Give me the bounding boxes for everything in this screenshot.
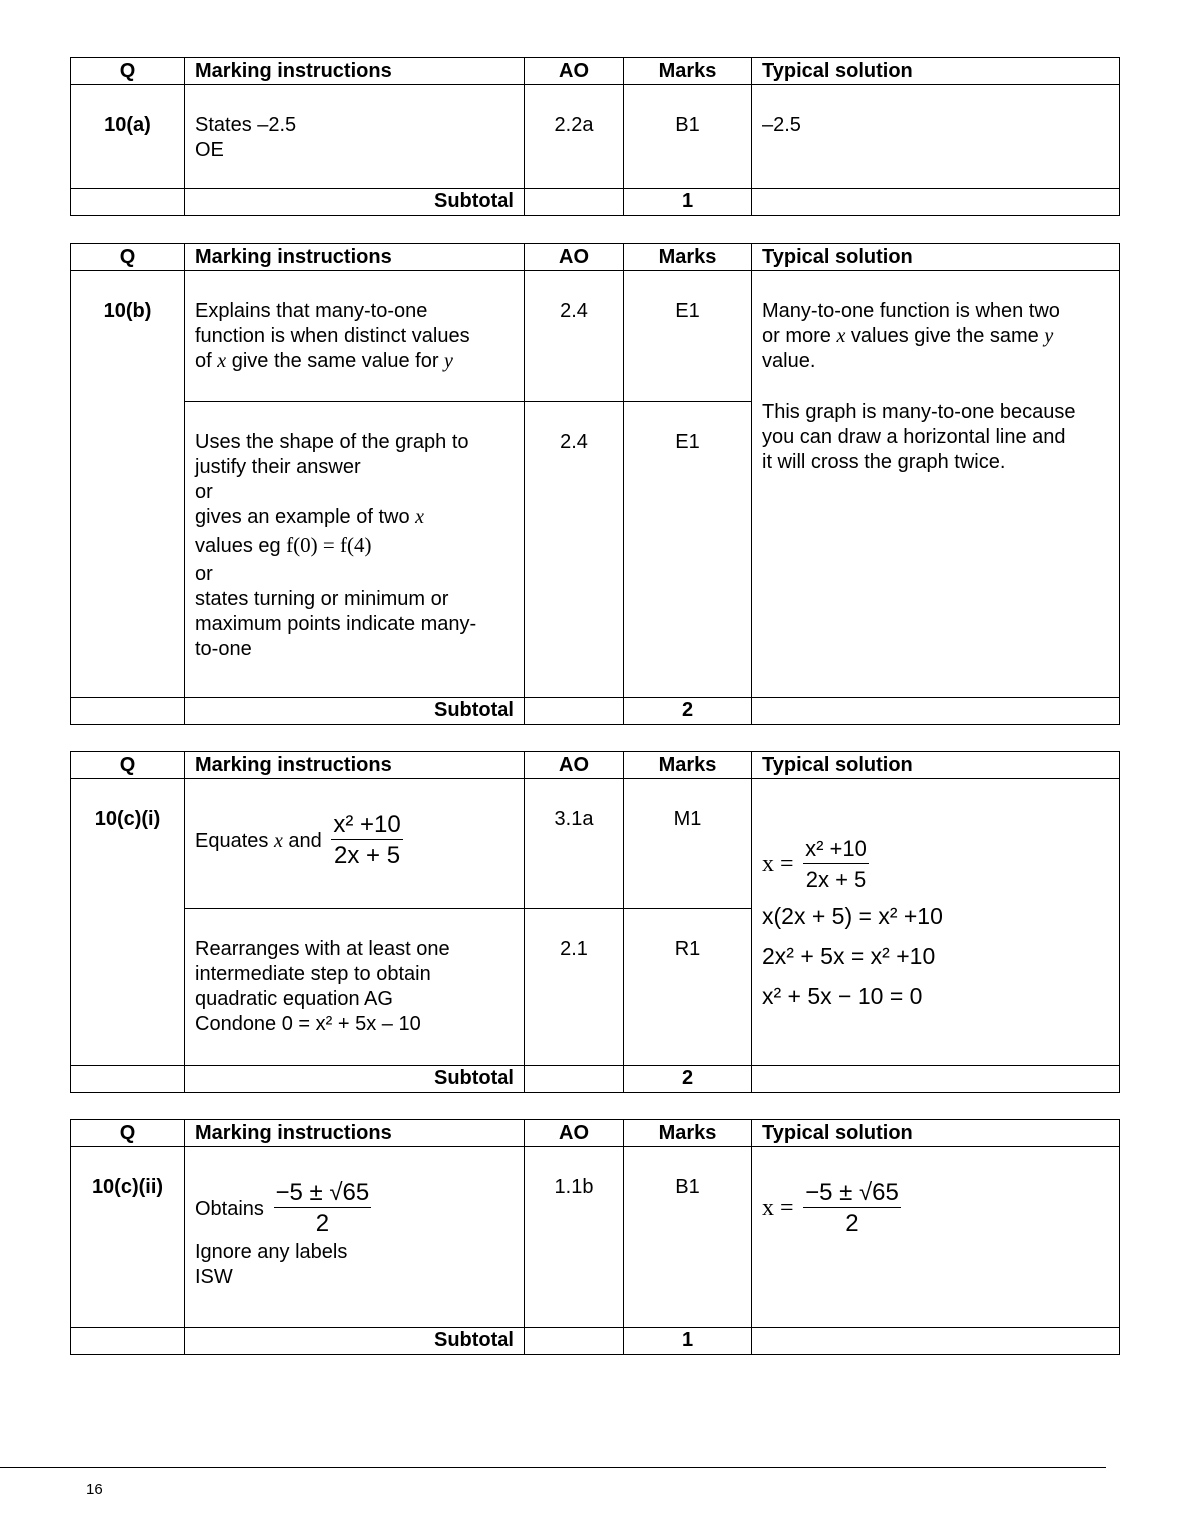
page-number: 16: [86, 1481, 103, 1498]
marking-instruction: Rearranges with at least one intermediate step to obtain quadratic equation AG Condone 0 = x² + 5x – 10: [185, 909, 525, 1066]
question-label: 10(b): [71, 271, 185, 698]
mark-code: B1: [624, 85, 752, 189]
header-typical-solution: Typical solution: [752, 1120, 1120, 1147]
ao-code: 2.2a: [525, 85, 624, 189]
mark-table-10b: [70, 243, 1120, 725]
marking-instruction: Uses the shape of the graph to justify their answer or gives an example of two x values eg f(0) = f(4) or states turning or minimum or maximum points indicate many- to-one: [185, 402, 525, 698]
header-q: Q: [71, 752, 185, 779]
header-marks: Marks: [624, 1120, 752, 1147]
mark-code: M1: [624, 779, 752, 909]
footer-rule: [0, 1467, 1106, 1468]
typical-solution: Many-to-one function is when two or more x values give the same y value. This graph is many-to-one because you can draw a horizontal line and it will cross the graph twice.: [752, 271, 1120, 698]
header-q: Q: [71, 1120, 185, 1147]
header-q: Q: [71, 244, 185, 271]
question-label: 10(a): [71, 85, 185, 189]
header-marks: Marks: [624, 244, 752, 271]
header-marking-instructions: Marking instructions: [185, 58, 525, 85]
marking-instruction: Explains that many-to-one function is when distinct values of x give the same value for y: [185, 271, 525, 402]
header-marking-instructions: Marking instructions: [185, 752, 525, 779]
subtotal-label: Subtotal: [185, 698, 525, 725]
header-marks: Marks: [624, 58, 752, 85]
header-typical-solution: Typical solution: [752, 58, 1120, 85]
subtotal-label: Subtotal: [185, 189, 525, 216]
ao-code: 1.1b: [525, 1147, 624, 1328]
header-marking-instructions: Marking instructions: [185, 1120, 525, 1147]
header-q: Q: [71, 58, 185, 85]
ao-code: 2.4: [525, 271, 624, 402]
header-ao: AO: [525, 244, 624, 271]
subtotal-label: Subtotal: [185, 1066, 525, 1093]
subtotal-value: 2: [624, 698, 752, 725]
subtotal-value: 1: [624, 189, 752, 216]
marking-instruction: States –2.5 OE: [185, 85, 525, 189]
typical-solution: x = $\frac{-5 \pm √65}{2}$: [752, 1147, 1120, 1328]
subtotal-value: 1: [624, 1328, 752, 1355]
header-ao: AO: [525, 1120, 624, 1147]
mark-table-10ci: [70, 751, 1120, 1093]
header-marking-instructions: Marking instructions: [185, 244, 525, 271]
mark-code: B1: [624, 1147, 752, 1328]
fraction: $\frac{-5 \pm √65}{2}$: [275, 1179, 370, 1237]
header-typical-solution: Typical solution: [752, 752, 1120, 779]
header-typical-solution: Typical solution: [752, 244, 1120, 271]
subtotal-value: 2: [624, 1066, 752, 1093]
header-marks: Marks: [624, 752, 752, 779]
ao-code: 2.4: [525, 402, 624, 698]
marking-instruction: Equates x and $\frac{\text{x² +10}}{2x + 5}$: [185, 779, 525, 909]
mark-table-10a: [70, 57, 1120, 216]
fraction: $\frac{\text{x² +10}}{2x + 5}$: [333, 811, 401, 869]
typical-solution: x = $\frac{\text{x² +10}}{2x + 5}$ x(2x + 5) = x² +10 2x² + 5x = x² +10 x² + 5x − 10 = 0: [752, 779, 1120, 1066]
mark-code: R1: [624, 909, 752, 1066]
ao-code: 2.1: [525, 909, 624, 1066]
header-ao: AO: [525, 752, 624, 779]
question-label: 10(c)(i): [71, 779, 185, 1066]
mark-table-10cii: [70, 1119, 1120, 1355]
question-label: 10(c)(ii): [71, 1147, 185, 1328]
typical-solution: –2.5: [752, 85, 1120, 189]
subtotal-label: Subtotal: [185, 1328, 525, 1355]
mark-code: E1: [624, 271, 752, 402]
marking-instruction: Obtains $\frac{-5 \pm √65}{2}$ Ignore any labels ISW: [185, 1147, 525, 1328]
header-ao: AO: [525, 58, 624, 85]
ao-code: 3.1a: [525, 779, 624, 909]
mark-code: E1: [624, 402, 752, 698]
